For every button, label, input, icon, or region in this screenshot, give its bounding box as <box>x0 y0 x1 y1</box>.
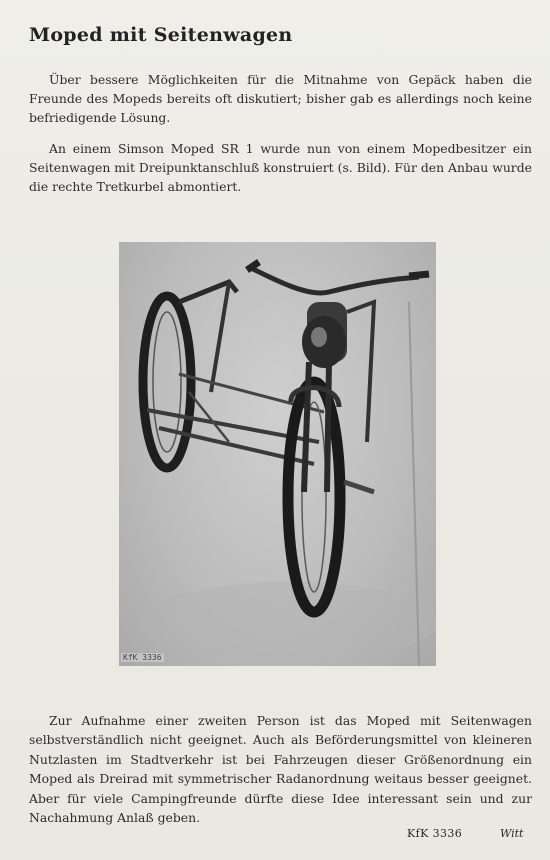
moped-sidecar-photo <box>119 242 436 666</box>
article-title: Moped mit Seitenwagen <box>29 24 293 46</box>
paragraph-construction: An einem Simson Moped SR 1 wurde nun von einem Mopedbesitzer ein Seitenwagen mit Dreipunktanschluß konstruiert (s. Bild). Für den Anbau wurde die rechte Tretkurbel abmontiert. <box>29 141 532 194</box>
footer-code: KfK 3336 <box>407 827 463 840</box>
footer-author: Witt <box>500 827 524 840</box>
paragraph-intro: Über bessere Möglichkeiten für die Mitnahme von Gepäck haben die Freunde des Mopeds bereits oft diskutiert; bisher gab es allerdings noch keine befriedigende Lösung. <box>29 72 532 125</box>
photo-label: KfK 3336 <box>123 653 162 662</box>
moped-illustration <box>119 242 436 666</box>
front-wheel <box>288 382 340 612</box>
sidecar-wheel <box>143 296 191 468</box>
article-footer <box>0 827 550 843</box>
paragraph-conclusion: Zur Aufnahme einer zweiten Person ist das Moped mit Seitenwagen selbstverständlich nicht geeignet. Auch als Beförderungsmittel von kleineren Nutzlasten im Stadtverkehr ist bei Fahrzeugen dieser Größenordnung ein Moped als Dreirad mit symmetrischer Radanordnung weitaus besser geeignet. Aber für viele Campingfreunde dürfte diese Idee interessant sein und zur Nachahmung Anlaß geben. <box>29 713 532 826</box>
handlebar <box>249 267 419 293</box>
